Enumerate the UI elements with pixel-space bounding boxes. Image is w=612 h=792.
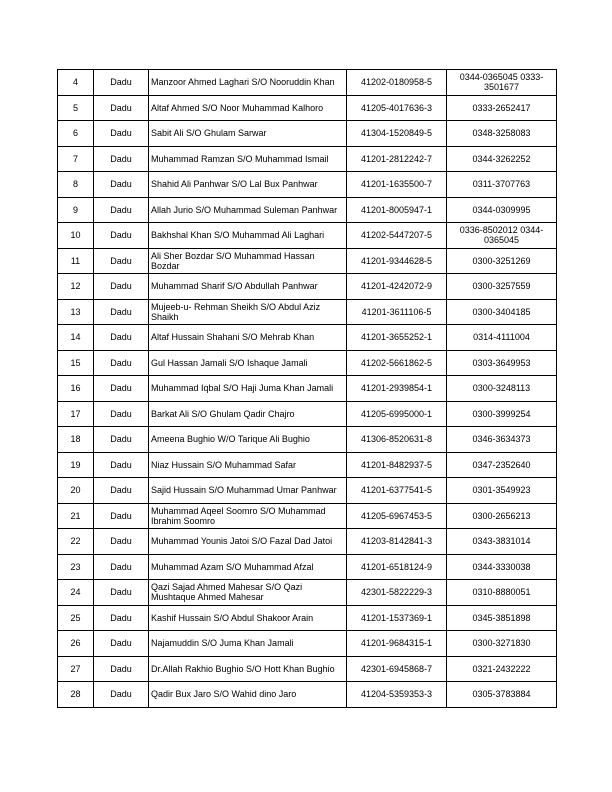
district-cell: Dadu xyxy=(94,197,149,223)
name-cell: Sabit Ali S/O Ghulam Sarwar xyxy=(149,121,347,147)
cnic-cell: 41306-8520631-8 xyxy=(347,427,447,453)
cnic-cell: 41201-3655252-1 xyxy=(347,325,447,351)
district-cell: Dadu xyxy=(94,427,149,453)
cnic-cell: 41201-8482937-5 xyxy=(347,452,447,478)
cnic-cell: 41205-4017636-3 xyxy=(347,95,447,121)
serial-number-cell: 17 xyxy=(58,401,94,427)
cnic-cell: 41201-1537369-1 xyxy=(347,605,447,631)
name-cell: Qadir Bux Jaro S/O Wahid dino Jaro xyxy=(149,682,347,708)
district-cell: Dadu xyxy=(94,452,149,478)
cnic-cell: 41201-1635500-7 xyxy=(347,172,447,198)
phone-cell: 0333-2652417 xyxy=(447,95,557,121)
name-cell: Ameena Bughio W/O Tarique Ali Bughio xyxy=(149,427,347,453)
phone-cell: 0344-3330038 xyxy=(447,554,557,580)
cnic-cell: 41201-2939854-1 xyxy=(347,376,447,402)
district-cell: Dadu xyxy=(94,656,149,682)
table-row xyxy=(58,656,557,682)
name-cell: Kashif Hussain S/O Abdul Shakoor Arain xyxy=(149,605,347,631)
table-row xyxy=(58,529,557,555)
name-cell: Mujeeb-u- Rehman Sheikh S/O Abdul Aziz Shaikh xyxy=(149,299,347,325)
name-cell: Barkat Ali S/O Ghulam Qadir Chajro xyxy=(149,401,347,427)
phone-cell: 0300-3999254 xyxy=(447,401,557,427)
table-row xyxy=(58,631,557,657)
table-row xyxy=(58,554,557,580)
phone-cell: 0344-0309995 xyxy=(447,197,557,223)
cnic-cell: 41304-1520849-5 xyxy=(347,121,447,147)
cnic-cell: 42301-6945868-7 xyxy=(347,656,447,682)
table-row xyxy=(58,580,557,606)
serial-number-cell: 28 xyxy=(58,682,94,708)
phone-cell: 0348-3258083 xyxy=(447,121,557,147)
district-cell: Dadu xyxy=(94,146,149,172)
table-row xyxy=(58,605,557,631)
district-cell: Dadu xyxy=(94,299,149,325)
name-cell: Sajid Hussain S/O Muhammad Umar Panhwar xyxy=(149,478,347,504)
table-row xyxy=(58,503,557,529)
serial-number-cell: 24 xyxy=(58,580,94,606)
serial-number-cell: 21 xyxy=(58,503,94,529)
cnic-cell: 41201-3611106-5 xyxy=(347,299,447,325)
serial-number-cell: 20 xyxy=(58,478,94,504)
cnic-cell: 42301-5822229-3 xyxy=(347,580,447,606)
cnic-cell: 41205-6967453-5 xyxy=(347,503,447,529)
serial-number-cell: 6 xyxy=(58,121,94,147)
table-row xyxy=(58,478,557,504)
phone-cell: 0310-8880051 xyxy=(447,580,557,606)
phone-cell: 0305-3783884 xyxy=(447,682,557,708)
name-cell: Niaz Hussain S/O Muhammad Safar xyxy=(149,452,347,478)
cnic-cell: 41201-8005947-1 xyxy=(347,197,447,223)
name-cell: Dr.Allah Rakhio Bughio S/O Hott Khan Bughio xyxy=(149,656,347,682)
table-row xyxy=(58,248,557,274)
serial-number-cell: 14 xyxy=(58,325,94,351)
name-cell: Muhammad Ramzan S/O Muhammad Ismail xyxy=(149,146,347,172)
table-row xyxy=(58,146,557,172)
phone-cell: 0311-3707763 xyxy=(447,172,557,198)
name-cell: Muhammad Younis Jatoi S/O Fazal Dad Jatoi xyxy=(149,529,347,555)
table-row xyxy=(58,376,557,402)
phone-cell: 0301-3549923 xyxy=(447,478,557,504)
district-cell: Dadu xyxy=(94,580,149,606)
serial-number-cell: 16 xyxy=(58,376,94,402)
district-cell: Dadu xyxy=(94,325,149,351)
phone-cell: 0300-2656213 xyxy=(447,503,557,529)
serial-number-cell: 11 xyxy=(58,248,94,274)
phone-cell: 0347-2352640 xyxy=(447,452,557,478)
table-row xyxy=(58,299,557,325)
phone-cell: 0343-3831014 xyxy=(447,529,557,555)
phone-cell: 0300-3404185 xyxy=(447,299,557,325)
serial-number-cell: 23 xyxy=(58,554,94,580)
district-cell: Dadu xyxy=(94,274,149,300)
name-cell: Qazi Sajad Ahmed Mahesar S/O Qazi Mushtaque Ahmed Mahesar xyxy=(149,580,347,606)
cnic-cell: 41201-9684315-1 xyxy=(347,631,447,657)
name-cell: Muhammad Sharif S/O Abdullah Panhwar xyxy=(149,274,347,300)
cnic-cell: 41201-6377541-5 xyxy=(347,478,447,504)
table-row xyxy=(58,452,557,478)
table-row xyxy=(58,197,557,223)
cnic-cell: 41201-4242072-9 xyxy=(347,274,447,300)
serial-number-cell: 26 xyxy=(58,631,94,657)
name-cell: Muhammad Aqeel Soomro S/O Muhammad Ibrahim Soomro xyxy=(149,503,347,529)
cnic-cell: 41205-6995000-1 xyxy=(347,401,447,427)
district-cell: Dadu xyxy=(94,121,149,147)
district-cell: Dadu xyxy=(94,223,149,249)
district-cell: Dadu xyxy=(94,554,149,580)
phone-cell: 0345-3851898 xyxy=(447,605,557,631)
district-cell: Dadu xyxy=(94,376,149,402)
cnic-cell: 41203-8142841-3 xyxy=(347,529,447,555)
cnic-cell: 41202-5447207-5 xyxy=(347,223,447,249)
name-cell: Altaf Hussain Shahani S/O Mehrab Khan xyxy=(149,325,347,351)
serial-number-cell: 15 xyxy=(58,350,94,376)
district-cell: Dadu xyxy=(94,605,149,631)
district-cell: Dadu xyxy=(94,682,149,708)
table-row xyxy=(58,70,557,96)
serial-number-cell: 7 xyxy=(58,146,94,172)
serial-number-cell: 5 xyxy=(58,95,94,121)
phone-cell: 0314-4111004 xyxy=(447,325,557,351)
phone-cell: 0346-3634373 xyxy=(447,427,557,453)
cnic-cell: 41204-5359353-3 xyxy=(347,682,447,708)
table-row xyxy=(58,682,557,708)
name-cell: Manzoor Ahmed Laghari S/O Nooruddin Khan xyxy=(149,70,347,96)
cnic-cell: 41201-6518124-9 xyxy=(347,554,447,580)
phone-cell: 0300-3248113 xyxy=(447,376,557,402)
table-row xyxy=(58,350,557,376)
serial-number-cell: 22 xyxy=(58,529,94,555)
cnic-cell: 41201-2812242-7 xyxy=(347,146,447,172)
district-cell: Dadu xyxy=(94,350,149,376)
phone-cell: 0344-3262252 xyxy=(447,146,557,172)
district-cell: Dadu xyxy=(94,401,149,427)
name-cell: Altaf Ahmed S/O Noor Muhammad Kalhoro xyxy=(149,95,347,121)
document-page xyxy=(57,69,557,708)
district-cell: Dadu xyxy=(94,248,149,274)
phone-cell: 0344-0365045 0333-3501677 xyxy=(447,70,557,96)
serial-number-cell: 10 xyxy=(58,223,94,249)
serial-number-cell: 8 xyxy=(58,172,94,198)
cnic-cell: 41202-0180958-5 xyxy=(347,70,447,96)
table-body xyxy=(58,70,557,708)
table-row xyxy=(58,401,557,427)
name-cell: Ali Sher Bozdar S/O Muhammad Hassan Bozdar xyxy=(149,248,347,274)
table-row xyxy=(58,95,557,121)
cnic-cell: 41202-5661862-5 xyxy=(347,350,447,376)
phone-cell: 0300-3251269 xyxy=(447,248,557,274)
district-cell: Dadu xyxy=(94,503,149,529)
phone-cell: 0321-2432222 xyxy=(447,656,557,682)
name-cell: Allah Jurio S/O Muhammad Suleman Panhwar xyxy=(149,197,347,223)
table-row xyxy=(58,274,557,300)
table-row xyxy=(58,427,557,453)
phone-cell: 0300-3271830 xyxy=(447,631,557,657)
serial-number-cell: 13 xyxy=(58,299,94,325)
district-cell: Dadu xyxy=(94,95,149,121)
name-cell: Bakhshal Khan S/O Muhammad Ali Laghari xyxy=(149,223,347,249)
serial-number-cell: 27 xyxy=(58,656,94,682)
table-row xyxy=(58,223,557,249)
serial-number-cell: 9 xyxy=(58,197,94,223)
district-cell: Dadu xyxy=(94,70,149,96)
table-row xyxy=(58,325,557,351)
serial-number-cell: 18 xyxy=(58,427,94,453)
serial-number-cell: 19 xyxy=(58,452,94,478)
phone-cell: 0336-8502012 0344-0365045 xyxy=(447,223,557,249)
cnic-cell: 41201-9344628-5 xyxy=(347,248,447,274)
name-cell: Shahid Ali Panhwar S/O Lal Bux Panhwar xyxy=(149,172,347,198)
district-cell: Dadu xyxy=(94,529,149,555)
phone-cell: 0300-3257559 xyxy=(447,274,557,300)
district-cell: Dadu xyxy=(94,172,149,198)
table-row xyxy=(58,172,557,198)
name-cell: Muhammad Azam S/O Muhammad Afzal xyxy=(149,554,347,580)
serial-number-cell: 4 xyxy=(58,70,94,96)
name-cell: Muhammad Iqbal S/O Haji Juma Khan Jamali xyxy=(149,376,347,402)
name-cell: Najamuddin S/O Juma Khan Jamali xyxy=(149,631,347,657)
table-row xyxy=(58,121,557,147)
district-cell: Dadu xyxy=(94,478,149,504)
name-cell: Gul Hassan Jamali S/O Ishaque Jamali xyxy=(149,350,347,376)
phone-cell: 0303-3649953 xyxy=(447,350,557,376)
beneficiary-table xyxy=(57,69,557,708)
serial-number-cell: 25 xyxy=(58,605,94,631)
district-cell: Dadu xyxy=(94,631,149,657)
serial-number-cell: 12 xyxy=(58,274,94,300)
